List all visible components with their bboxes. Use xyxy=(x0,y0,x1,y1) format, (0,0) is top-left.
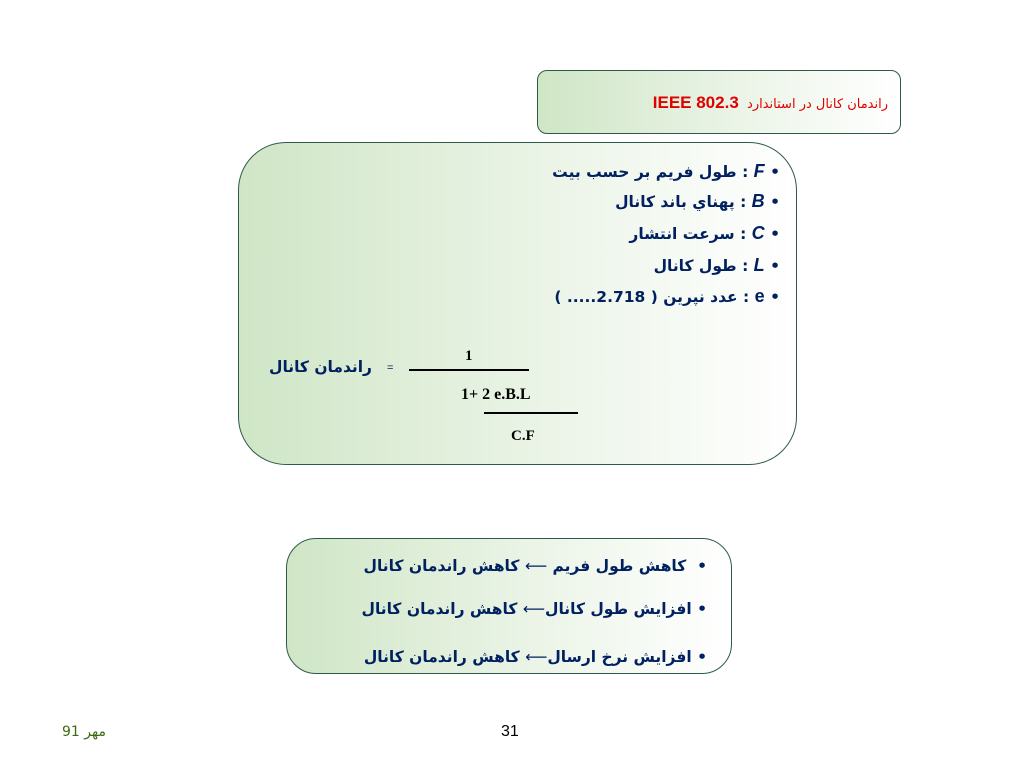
formula-label: راندمان کانال xyxy=(269,358,372,376)
left-arrow-icon: ⟵ xyxy=(522,600,546,618)
result-item xyxy=(364,557,707,575)
result-effect: کاهش راندمان کانال xyxy=(361,600,518,618)
definition-item xyxy=(552,161,780,182)
slide-title xyxy=(653,93,888,113)
separator: : xyxy=(743,288,750,306)
definition-item xyxy=(554,286,780,307)
symbol-b: B xyxy=(751,191,765,211)
definition-text: عدد نپرين ( 2.718..... ) xyxy=(554,288,738,306)
result-cause: کاهش طول فريم xyxy=(552,557,687,575)
result-effect: کاهش راندمان کانال xyxy=(363,557,520,575)
symbol-e: e xyxy=(754,286,765,306)
bullet: • xyxy=(770,163,780,181)
bullet: • xyxy=(770,193,780,211)
result-item xyxy=(364,648,707,666)
symbol-l: L xyxy=(753,255,765,275)
formula-numerator: 1 xyxy=(465,348,473,364)
definitions-box xyxy=(238,142,797,465)
separator: : xyxy=(742,163,749,181)
slide-title-text: راندمان کانال در استاندارد xyxy=(747,97,888,112)
footer-date: مهر 91 xyxy=(62,724,106,740)
definition-text: سرعت انتشار xyxy=(629,225,735,243)
separator: : xyxy=(740,225,747,243)
formula-sub-denominator: C.F xyxy=(511,428,535,444)
result-cause: افزايش طول کانال xyxy=(545,600,692,618)
separator: : xyxy=(742,257,749,275)
result-item xyxy=(362,600,707,618)
result-cause: افزايش نرخ ارسال xyxy=(547,648,692,666)
definition-text: طول کانال xyxy=(653,257,737,275)
title-box xyxy=(537,70,901,134)
bullet: • xyxy=(697,557,707,575)
left-arrow-icon: ⟵ xyxy=(524,557,548,575)
definition-text: پهناي باند کانال xyxy=(615,193,735,211)
bullet: • xyxy=(770,288,780,306)
result-effect: کاهش راندمان کانال xyxy=(363,648,520,666)
symbol-f: F xyxy=(753,161,765,181)
fraction-bar-secondary xyxy=(484,412,578,414)
formula-denominator: 1+ 2 e.B.L xyxy=(461,386,531,403)
definition-item xyxy=(629,223,780,244)
definition-text: طول فريم بر حسب بيت xyxy=(552,163,737,181)
definition-item xyxy=(615,191,780,212)
equals-sign: = xyxy=(387,362,394,374)
results-box xyxy=(286,538,732,674)
separator: : xyxy=(740,193,747,211)
symbol-c: C xyxy=(751,223,765,243)
standard-name: IEEE 802.3 xyxy=(652,93,739,112)
fraction-bar xyxy=(409,369,529,371)
bullet: • xyxy=(697,600,707,618)
definition-item xyxy=(654,255,780,276)
bullet: • xyxy=(770,257,780,275)
left-arrow-icon: ⟵ xyxy=(525,648,548,666)
bullet: • xyxy=(697,648,707,666)
page-number: 31 xyxy=(501,723,519,740)
bullet: • xyxy=(770,225,780,243)
